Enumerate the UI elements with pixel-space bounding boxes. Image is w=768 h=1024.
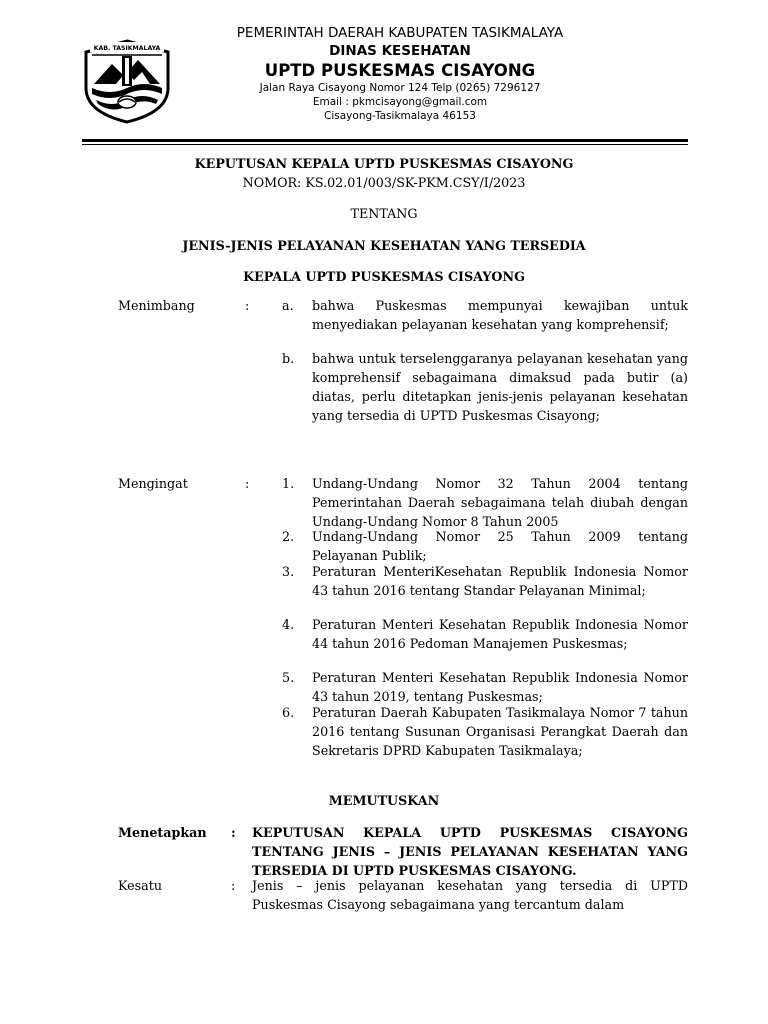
decree-subject: JENIS-JENIS PELAYANAN KESEHATAN YANG TERSEDIA [182, 238, 586, 253]
city-line: Cisayong-Tasikmalaya 46153 [324, 110, 476, 122]
mengingat-item: Undang-Undang Nomor 25 Tahun 2009 tentang Pelayanan Publik; [312, 529, 688, 563]
menimbang-label: Menimbang [118, 298, 195, 313]
decree-title: KEPUTUSAN KEPALA UPTD PUSKESMAS CISAYONG [194, 156, 574, 171]
email-line: Email : pkmcisayong@gmail.com [312, 96, 488, 108]
menetapkan-label: Menetapkan [118, 825, 207, 840]
mengingat-item-marker: 1. [282, 476, 295, 491]
menimbang-item-marker: b. [282, 351, 295, 366]
mengingat-item-marker: 3. [282, 564, 295, 579]
address-line: Jalan Raya Cisayong Nomor 124 Telp (0265) 7296127 [259, 82, 541, 94]
mengingat-item: Undang-Undang Nomor 32 Tahun 2004 tentang Pemerintahan Daerah sebagaimana telah diubah dengan Undang-Undang Nomor 8 Tahun 2005 [312, 476, 688, 529]
menetapkan-colon: : [231, 825, 236, 840]
letterhead-divider-thin [82, 144, 688, 145]
decree-authority: KEPALA UPTD PUSKESMAS CISAYONG [243, 269, 525, 284]
menimbang-item-marker: a. [282, 298, 294, 313]
mengingat-item-marker: 6. [282, 705, 295, 720]
mengingat-item: Peraturan Daerah Kabupaten Tasikmalaya Nomor 7 tahun 2016 tentang Susunan Organisasi Perangkat Daerah dan Sekretaris DPRD Kabupaten Tasikmalaya; [312, 705, 688, 758]
letterhead-text [160, 24, 640, 123]
mengingat-item: Peraturan Menteri Kesehatan Republik Indonesia Nomor 43 tahun 2019, tentang Puskesmas; [312, 670, 688, 704]
department-name: DINAS KESEHATAN [329, 43, 471, 59]
mengingat-item: Peraturan Menteri Kesehatan Republik Indonesia Nomor 44 tahun 2016 Pedoman Manajemen Puskesmas; [312, 617, 688, 651]
mengingat-label: Mengingat [118, 476, 188, 491]
decree-number: NOMOR: KS.02.01/003/SK-PKM.CSY/I/2023 [242, 175, 526, 190]
mengingat-item-marker: 2. [282, 529, 295, 544]
logo-caption: KAB. TASIKMALAYA [93, 45, 161, 52]
mengingat-colon: : [245, 476, 250, 491]
memutuskan-heading: MEMUTUSKAN [328, 793, 440, 808]
about-label: TENTANG [350, 206, 418, 221]
government-name: PEMERINTAH DAERAH KABUPATEN TASIKMALAYA [236, 25, 564, 41]
mengingat-item: Peraturan MenteriKesehatan Republik Indonesia Nomor 43 tahun 2016 tentang Standar Pelayanan Minimal; [312, 564, 688, 598]
menimbang-item: bahwa untuk terselenggaranya pelayanan kesehatan yang komprehensif sebagaimana dimaksud pada butir (a) diatas, perlu ditetapkan jenis-jenis pelayanan kesehatan yang tersedia di UPTD Puskesmas Cisayong; [312, 351, 688, 423]
regency-emblem-logo [82, 38, 172, 124]
menetapkan-text: KEPUTUSAN KEPALA UPTD PUSKESMAS CISAYONG TENTANG JENIS – JENIS PELAYANAN KESEHATAN YANG TERSEDIA DI UPTD PUSKESMAS CISAYONG. [252, 825, 688, 878]
menimbang-colon: : [245, 298, 250, 313]
kesatu-label: Kesatu [118, 878, 162, 893]
kesatu-text: Jenis – jenis pelayanan kesehatan yang tersedia di UPTD Puskesmas Cisayong sebagaimana yang tercantum dalam [252, 878, 688, 912]
mengingat-item-marker: 4. [282, 617, 295, 632]
letterhead [0, 0, 768, 150]
mengingat-item-marker: 5. [282, 670, 295, 685]
unit-name: UPTD PUSKESMAS CISAYONG [264, 61, 536, 80]
letterhead-divider-thick [82, 139, 688, 142]
kesatu-colon: : [231, 878, 236, 893]
menimbang-item: bahwa Puskesmas mempunyai kewajiban untuk menyediakan pelayanan kesehatan yang komprehensif; [312, 298, 688, 332]
